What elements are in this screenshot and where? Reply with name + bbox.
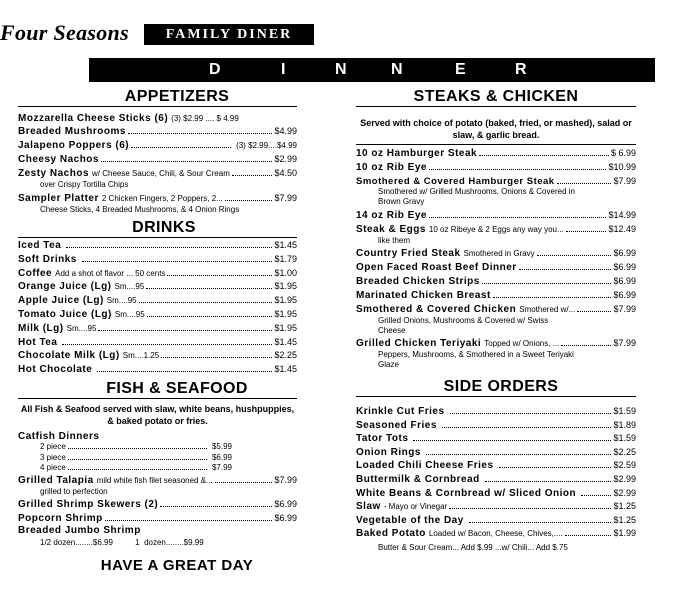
item-price: $1.95: [274, 281, 297, 292]
item-price: $10.99: [608, 162, 636, 172]
item-desc: Topped w/ Onions, ...: [484, 339, 560, 348]
menu-item: [356, 162, 636, 173]
sides-heading: SIDE ORDERS: [443, 378, 559, 395]
menu-item: [356, 474, 636, 485]
leader-dots: [225, 200, 273, 201]
item-price: $14.99: [608, 210, 636, 220]
menu-item: [356, 276, 636, 287]
item-name: Grilled Shrimp Skewers (2): [18, 499, 159, 510]
menu-item: [356, 304, 636, 315]
item-price: $6.99: [211, 453, 232, 462]
leader-dots: [131, 147, 231, 148]
item-name: Grilled Talapia: [18, 475, 94, 486]
item-desc: 2 piece: [40, 442, 66, 451]
menu-item: [18, 140, 297, 151]
drinks-heading: DRINKS: [132, 219, 196, 236]
restaurant-name: Four Seasons: [0, 20, 129, 45]
menu-item: [18, 309, 297, 320]
leader-dots: [232, 175, 273, 176]
leader-dots: [101, 161, 272, 162]
leader-dots: [565, 535, 612, 536]
item-name: Buttermilk & Cornbread: [356, 474, 480, 485]
item-subtext: like them: [378, 236, 411, 245]
fish-heading: FISH & SEAFOOD: [106, 380, 248, 397]
item-name: Sampler Platter: [18, 193, 99, 204]
menu-item: [18, 281, 297, 292]
item-subtext: Butter & Sour Cream... Add $.99 ...w/ Chili... Add $.75: [378, 543, 568, 552]
item-name: Tator Tots: [356, 433, 409, 445]
dinner-letter: E: [455, 61, 466, 78]
item-price: $1.00: [274, 267, 297, 278]
dinner-letter: D: [209, 61, 221, 78]
item-price: $2.99: [613, 487, 636, 498]
leader-dots: [469, 522, 612, 523]
item-name: Apple Juice (Lg): [18, 295, 104, 307]
menu-item: [356, 210, 636, 221]
leader-dots: [161, 357, 272, 358]
appetizers-heading: APPETIZERS: [124, 88, 230, 105]
item-name: Orange Juice (Lg): [18, 281, 112, 293]
item-name: Popcorn Shrimp: [18, 513, 103, 524]
menu-item: [18, 337, 297, 348]
menu-item: [18, 295, 297, 306]
leader-dots: [581, 495, 611, 496]
menu-item: [18, 525, 297, 536]
item-price: $6.99: [613, 290, 636, 300]
menu-item: [18, 364, 297, 375]
item-price: $7.99: [613, 304, 636, 314]
menu-item: [356, 248, 636, 259]
menu-item: [18, 513, 297, 524]
item-subtext: over Crispy Tortilla Chips: [40, 180, 129, 189]
item-price: $1.45: [274, 336, 297, 347]
menu-item: [18, 126, 297, 137]
item-price: $6.99: [613, 276, 636, 286]
item-price: $12.49: [608, 224, 636, 234]
item-desc: 2 Chicken Fingers, 2 Poppers, 2...: [101, 194, 223, 203]
divider: [18, 106, 297, 107]
leader-dots: [68, 459, 207, 460]
item-name: Hot Chocolate: [18, 364, 93, 376]
item-name: Loaded Chili Cheese Fries: [356, 460, 494, 472]
leader-dots: [537, 255, 612, 256]
item-price: $2.99: [274, 154, 297, 164]
item-price: $2.59: [613, 460, 636, 471]
leader-dots: [139, 302, 273, 303]
item-name: 10 oz Hamburger Steak: [356, 148, 478, 159]
item-name: Milk (Lg): [18, 322, 64, 334]
leader-dots: [561, 345, 611, 346]
divider: [356, 396, 636, 397]
item-name: Grilled Chicken Teriyaki: [356, 338, 482, 349]
menu-item: [356, 224, 636, 235]
item-price: $1.25: [613, 501, 636, 512]
leader-dots: [98, 330, 272, 331]
menu-item: [356, 515, 636, 526]
item-price: $4.50: [274, 168, 297, 178]
item-price: $7.99: [274, 475, 297, 485]
item-name: Slaw: [356, 501, 381, 513]
item-price: $ 6.99: [610, 148, 636, 158]
menu-item: [356, 262, 636, 273]
leader-dots: [577, 311, 611, 312]
item-name: Smothered & Covered Chicken: [356, 304, 517, 315]
menu-item: [18, 154, 297, 165]
item-name: Cheesy Nachos: [18, 154, 99, 165]
item-price: $6.99: [613, 262, 636, 272]
leader-dots: [413, 440, 611, 441]
item-price: $1.79: [274, 253, 297, 264]
item-name: Coffee: [18, 267, 53, 279]
divider: [356, 106, 636, 107]
item-name: White Beans & Cornbread w/ Sliced Onion: [356, 487, 577, 499]
item-desc: 3 piece: [40, 453, 66, 462]
item-price: $1.45: [274, 240, 297, 250]
menu-item: [356, 460, 636, 471]
menu-item: [18, 240, 297, 251]
item-name: Krinkle Cut Fries: [356, 406, 445, 417]
catfish-row: [40, 462, 232, 473]
menu-item: [18, 499, 297, 510]
leader-dots: [146, 288, 272, 289]
leader-dots: [519, 269, 612, 270]
item-subtext: Grilled Onions, Mushrooms & Covered w/ Swiss: [378, 316, 549, 325]
item-price: $6.99: [274, 499, 297, 509]
item-price: $4.99: [274, 126, 297, 136]
item-name: Hot Tea: [18, 336, 58, 348]
leader-dots: [449, 508, 611, 509]
item-desc: Sm....1.25: [122, 351, 160, 361]
leader-dots: [426, 454, 612, 455]
item-price: $7.99: [613, 338, 636, 348]
item-name: Chocolate Milk (Lg): [18, 350, 120, 362]
dinner-letter: N: [391, 61, 403, 78]
item-name: 10 oz Rib Eye: [356, 162, 427, 173]
menu-item: [18, 475, 297, 486]
item-price: $1.95: [274, 295, 297, 306]
item-desc: Loaded w/ Bacon, Cheese, Chives,....: [428, 529, 563, 539]
item-desc: mild white fish filet seasoned &...: [96, 476, 213, 485]
divider: [18, 237, 297, 238]
menu-item: [356, 433, 636, 444]
leader-dots: [147, 316, 273, 317]
item-desc: Sm....95: [114, 282, 145, 292]
item-name: Steak & Eggs: [356, 224, 426, 235]
item-desc: 4 piece: [40, 463, 66, 472]
item-name: Mozzarella Cheese Sticks (6): [18, 113, 169, 124]
leader-dots: [429, 217, 607, 218]
item-name: Open Faced Roast Beef Dinner: [356, 262, 517, 273]
menu-item: [356, 338, 636, 349]
item-name: Marinated Chicken Breast: [356, 290, 491, 301]
leader-dots: [566, 231, 607, 232]
leader-dots: [128, 133, 273, 134]
item-price: $1.45: [274, 364, 297, 375]
item-price: $7.99: [613, 176, 636, 186]
menu-item: [18, 113, 297, 124]
menu-item: [356, 501, 636, 512]
leader-dots: [442, 427, 612, 428]
dinner-banner: [89, 58, 655, 82]
item-price: $2.99: [613, 474, 636, 484]
menu-item: [356, 488, 636, 499]
dinner-letter: N: [335, 61, 347, 78]
item-price: $6.99: [274, 513, 297, 523]
item-name: Zesty Nachos: [18, 168, 90, 179]
dinner-letter: R: [515, 61, 527, 78]
item-name: Breaded Mushrooms: [18, 126, 126, 137]
item-name: Baked Potato: [356, 528, 426, 540]
item-price: $6.99: [613, 248, 636, 258]
item-subtext: Peppers, Mushrooms, & Smothered in a Sweet Teriyaki: [378, 350, 574, 359]
item-subtext: 1/2 dozen........$6.99 1 dozen........$9.99: [40, 538, 204, 547]
leader-dots: [62, 344, 272, 345]
menu-item: [356, 528, 636, 539]
item-price: $2.25: [274, 350, 297, 361]
item-name: Onion Rings: [356, 446, 421, 458]
menu-item: [18, 323, 297, 334]
menu-item: [356, 290, 636, 301]
item-desc: Sm....95: [114, 310, 145, 319]
item-name: Breaded Chicken Strips: [356, 276, 480, 287]
item-price: $1.95: [274, 309, 297, 319]
menu-item: [18, 254, 297, 265]
item-name: Iced Tea: [18, 240, 62, 251]
leader-dots: [450, 413, 612, 414]
item-desc: Add a shot of flavor ... 50 cents: [55, 268, 166, 278]
item-price: $1.59: [613, 406, 636, 416]
item-name: Smothered & Covered Hamburger Steak: [356, 176, 555, 187]
menu-item: [356, 176, 636, 187]
item-subtext: Cheese Sticks, 4 Breaded Mushrooms, & 4 Onion Rings: [40, 205, 240, 214]
item-price: $1.89: [613, 419, 636, 430]
item-price: $5.99: [211, 442, 232, 451]
item-name: Soft Drinks: [18, 253, 77, 265]
leader-dots: [160, 506, 272, 507]
catfish-row: [40, 441, 232, 452]
leader-dots: [493, 297, 612, 298]
leader-dots: [66, 247, 272, 248]
steaks-heading: STEAKS & CHICKEN: [413, 88, 579, 105]
item-price: $1.59: [613, 433, 636, 444]
item-subtext: Smothered w/ Grilled Mushrooms, Onions & Covered in: [378, 187, 575, 196]
item-desc: 10 oz Ribeye & 2 Eggs any way you...: [428, 225, 564, 234]
item-price: $2.25: [613, 446, 636, 457]
item-desc: (3) $2.99....$4.99: [236, 141, 297, 150]
leader-dots: [167, 275, 272, 276]
leader-dots: [499, 467, 612, 468]
item-price: $1.25: [613, 514, 636, 525]
item-subtext: Glaze: [378, 360, 399, 369]
menu-item: [356, 148, 636, 159]
menu-item: [18, 168, 297, 179]
item-price: $1.99: [613, 528, 636, 539]
leader-dots: [68, 469, 207, 470]
menu-item: [18, 268, 297, 279]
item-desc: Sm....95: [106, 296, 137, 306]
item-name: Breaded Jumbo Shrimp: [18, 525, 141, 536]
footer-slogan: HAVE A GREAT DAY: [100, 557, 254, 574]
item-desc: Sm....95: [66, 323, 97, 333]
menu-item: [18, 350, 297, 361]
leader-dots: [482, 283, 612, 284]
item-name: Country Fried Steak: [356, 248, 461, 259]
item-name: Vegetable of the Day: [356, 514, 464, 526]
item-name: Tomato Juice (Lg): [18, 309, 112, 320]
item-price: $7.99: [211, 463, 232, 472]
leader-dots: [557, 183, 612, 184]
leader-dots: [429, 169, 607, 170]
menu-item: [356, 420, 636, 431]
item-name: 14 oz Rib Eye: [356, 210, 427, 221]
steaks-note: Served with choice of potato (baked, fried, or mashed), salad or slaw, & garlic bread.: [360, 118, 632, 140]
item-price: $7.99: [274, 193, 297, 203]
divider: [356, 144, 636, 145]
leader-dots: [97, 371, 272, 372]
item-price: $1.95: [274, 322, 297, 333]
item-desc: Smothered w/...: [519, 305, 576, 314]
family-diner-banner: FAMILY DINER: [144, 24, 314, 45]
item-name: Jalapeno Poppers (6): [18, 140, 130, 151]
leader-dots: [105, 520, 273, 521]
dinner-letter: I: [281, 61, 286, 78]
item-subtext: Cheese: [378, 326, 406, 335]
item-subtext: grilled to perfection: [40, 487, 108, 496]
item-name: Catfish Dinners: [18, 431, 100, 442]
item-desc: - Mayo or Vinegar: [383, 502, 448, 512]
leader-dots: [485, 481, 612, 482]
item-desc: w/ Cheese Sauce, Chili, & Sour Cream: [92, 169, 230, 178]
leader-dots: [82, 261, 273, 262]
item-name: Seasoned Fries: [356, 419, 437, 431]
leader-dots: [68, 448, 207, 449]
item-desc: (3) $2.99 .... $ 4.99: [171, 114, 239, 123]
leader-dots: [215, 482, 273, 483]
leader-dots: [479, 155, 609, 156]
menu-item: [356, 406, 636, 417]
fish-note: All Fish & Seafood served with slaw, white beans, hushpuppies, & baked potato or fries.: [20, 404, 295, 426]
menu-item: [356, 447, 636, 458]
menu-item: [18, 193, 297, 204]
divider: [18, 398, 297, 399]
item-desc: Smothered in Gravy: [463, 249, 535, 258]
item-subtext: Brown Gravy: [378, 197, 425, 206]
